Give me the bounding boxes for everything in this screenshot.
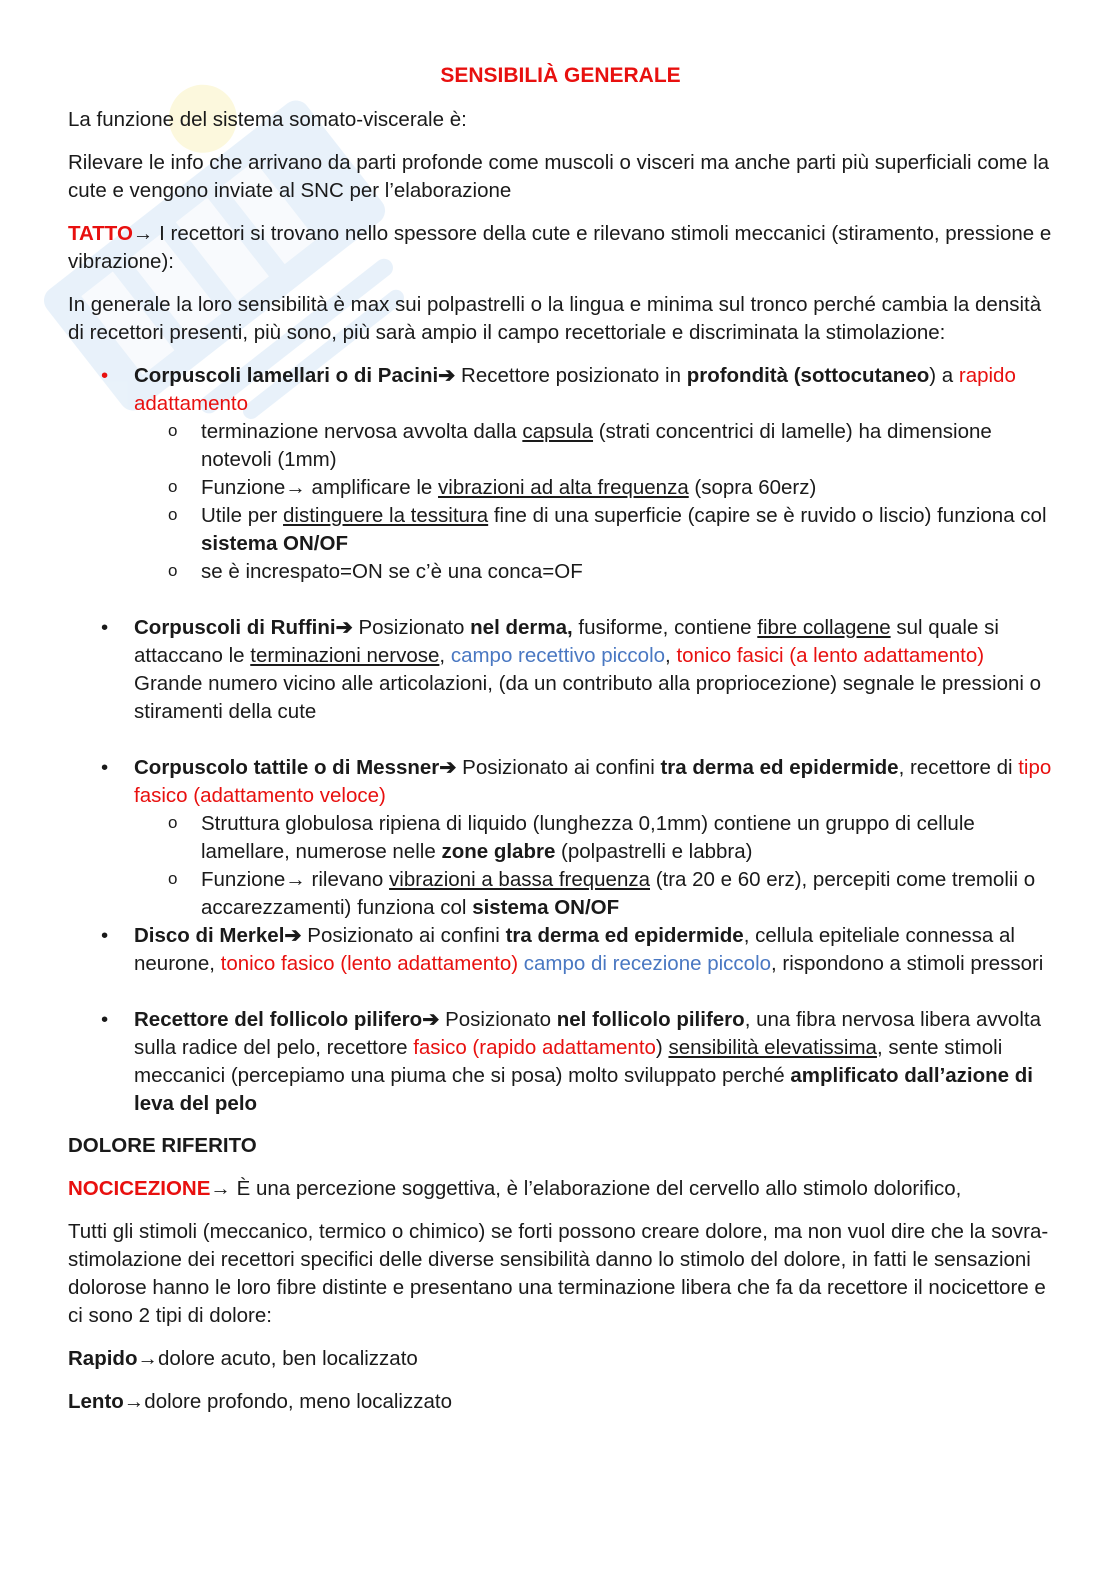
- receptor-list: [68, 614, 1053, 726]
- arrow-icon: →: [123, 1390, 145, 1413]
- paragraph-rapido: Rapido→dolore acuto, ben localizzato: [68, 1347, 418, 1370]
- arrow-icon: →: [132, 222, 154, 245]
- list-item-ruffini: • Corpuscoli di Ruffini➔ Posizionato nel derma, fusiforme, contiene fibre collagene sul quale si attaccano le terminazioni nervose, campo recettivo piccolo, tonico fasici (a lento adattamento) Grande numero vicino alle articolazioni, (da un contributo alla propriocezione) segnale le pressioni o stiramenti della cute: [101, 616, 1042, 723]
- paragraph-tatto: [68, 220, 1053, 276]
- paragraph-rilevare: Rilevare le info che arrivano da parti profonde come muscoli o visceri ma anche parti più superficiali come la cute e vengono inviate al SNC per l’elaborazione: [68, 151, 1050, 202]
- paragraph-nocicezione: NOCICEZIONE→ È una percezione soggettiva, è l’elaborazione del cervello allo stimolo dolorifico,: [68, 1177, 962, 1200]
- bullet-icon: •: [101, 1008, 109, 1031]
- arrow-icon: ➔: [438, 364, 456, 387]
- list-item-messner: • Corpuscolo tattile o di Messner➔ Posizionato ai confini tra derma ed epidermide, recettore di tipo fasico (adattamento veloce) o Struttura globulosa ripiena di liquido (lunghezza 0,1mm) contiene un gruppo di cellule lamellare, numerose nelle zone glabre (polpastrelli e labbra) o Funzione→ rilevano vibrazioni a bassa frequenza (tra 20 e 60 erz), percepiti come tremolii o accarezzamenti) funziona col sistema ON/OF: [68, 754, 1053, 922]
- list-item: o Utile per distinguere la tessitura fine di una superficie (capire se è ruvido o liscio) funziona col sistema ON/OF: [134, 502, 1053, 558]
- bullet-icon: •: [101, 616, 109, 639]
- bullet-icon: •: [101, 756, 109, 779]
- document-body: [68, 62, 1053, 1431]
- sublist-messner: [134, 810, 1053, 922]
- paragraph-stimoli: Tutti gli stimoli (meccanico, termico o chimico) se forti possono creare dolore, ma non vuol dire che la sovra-stimolazione dei recettori specifici delle diverse sensibilità danno lo stimolo del dolore, in fatti le sensazioni dolorose hanno le loro fibre distinte e presentano una terminazione libera che fa da recettore il nocicettore e ci sono 2 tipi di dolore:: [68, 1220, 1049, 1327]
- arrow-icon: →: [137, 1347, 158, 1370]
- list-item: o Funzione→ amplificare le vibrazioni ad alta frequenza (sopra 60erz): [134, 474, 1053, 502]
- paragraph-sensibilita: In generale la loro sensibilità è max sui polpastrelli o la lingua e minima sul tronco perché cambia la densità di recettori presenti, più sono, più sarà ampio il campo recettoriale e discriminata la stimolazione:: [68, 293, 1042, 344]
- list-item-follicolo: • Recettore del follicolo pilifero➔ Posizionato nel follicolo pilifero, una fibra nervosa libera avvolta sulla radice del pelo, recettore fasico (rapido adattamento) sensibilità elevatissima, sente stimoli meccanici (percepiamo una piuma che si posa) molto sviluppato perché amplificato dall’azione di leva del pelo: [101, 1008, 1041, 1115]
- arrow-icon: ➔: [439, 756, 457, 779]
- sub-bullet-icon: o: [168, 869, 178, 888]
- receptor-list: [68, 754, 1053, 978]
- list-item: o Struttura globulosa ripiena di liquido (lunghezza 0,1mm) contiene un gruppo di cellule lamellare, numerose nelle zone glabre (polpastrelli e labbra): [134, 810, 1053, 866]
- sub-bullet-icon: o: [168, 477, 178, 496]
- tatto-text: I recettori si trovano nello spessore della cute e rilevano stimoli meccanici (stiramento, pressione e vibrazione):: [68, 222, 1052, 273]
- list-item: o Funzione→ rilevano vibrazioni a bassa frequenza (tra 20 e 60 erz), percepiti come tremolii o accarezzamenti) funziona col sistema ON/OF: [134, 866, 1053, 922]
- receptor-list: [68, 1006, 1053, 1118]
- nocicezione-label: NOCICEZIONE: [68, 1177, 211, 1200]
- sublist-pacini: [134, 418, 1053, 586]
- section-heading-dolore: DOLORE RIFERITO: [68, 1134, 257, 1157]
- sub-bullet-icon: o: [168, 813, 178, 832]
- sub-bullet-icon: o: [168, 421, 178, 440]
- arrow-icon: ➔: [284, 924, 302, 947]
- arrow-icon: ➔: [422, 1008, 440, 1031]
- arrow-icon: ➔: [335, 616, 353, 639]
- spacer: [68, 726, 1053, 754]
- list-item: o terminazione nervosa avvolta dalla capsula (strati concentrici di lamelle) ha dimensione notevoli (1mm): [134, 418, 1053, 474]
- list-item-pacini: • Corpuscoli lamellari o di Pacini➔ Recettore posizionato in profondità (sottocutaneo) a rapido adattamento o terminazione nervosa avvolta dalla capsula (strati concentrici di lamelle) ha dimensione notevoli (1mm) o Funzione→ amplificare le vibrazioni ad alta frequenza (sopra 60erz) o Utile per distinguere la tessitura fine di una superficie (capire se è ruvido o liscio) funziona col sistema ON/OF o se è increspato=ON se c’è una conca=OF: [68, 362, 1053, 586]
- intro-paragraph: La funzione del sistema somato-viscerale è:: [68, 108, 467, 131]
- tatto-label: TATTO: [68, 222, 133, 245]
- arrow-icon: →: [285, 476, 306, 499]
- spacer: [68, 586, 1053, 614]
- list-item: o se è increspato=ON se c’è una conca=OF: [134, 558, 1053, 586]
- page-title: SENSIBILIÀ GENERALE: [440, 64, 681, 87]
- arrow-icon: →: [285, 868, 306, 891]
- bullet-icon: •: [101, 364, 109, 387]
- list-item-merkel: • Disco di Merkel➔ Posizionato ai confini tra derma ed epidermide, cellula epiteliale connessa al neurone, tonico fasico (lento adattamento) campo di recezione piccolo, rispondono a stimoli pressori: [101, 924, 1044, 975]
- arrow-icon: →: [210, 1177, 231, 1200]
- bullet-icon: •: [101, 924, 109, 947]
- sub-bullet-icon: o: [168, 561, 178, 580]
- sub-bullet-icon: o: [168, 505, 178, 524]
- receptor-list: [68, 362, 1053, 586]
- paragraph-lento: Lento→dolore profondo, meno localizzato: [68, 1390, 452, 1413]
- spacer: [68, 978, 1053, 1006]
